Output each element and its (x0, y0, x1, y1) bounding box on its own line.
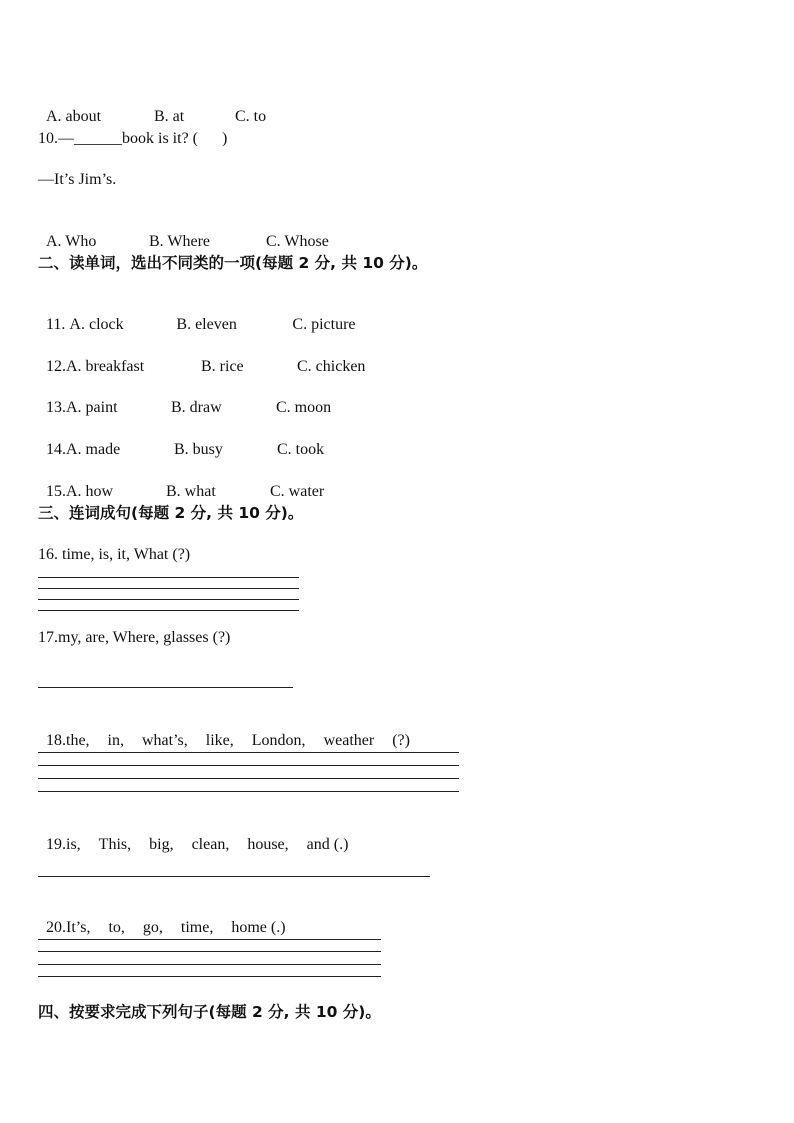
q13-option-c: C. moon (276, 399, 332, 416)
q20-word: to, (108, 919, 125, 936)
q13-option-b: B. draw (171, 399, 222, 416)
q10-answer-line: —It’s Jim’s. (38, 171, 117, 188)
q15-option-c: C. water (270, 483, 325, 500)
q15-option-a: A. how (66, 483, 114, 500)
q10-option-a: A. Who (46, 233, 97, 250)
q19-word: clean, (191, 836, 230, 853)
q18-word: weather (323, 732, 375, 749)
q11-option-b: B. eleven (176, 316, 237, 333)
q13-number: 13. (46, 399, 66, 416)
q13-option-a: A. paint (66, 399, 118, 416)
q20-word: time, (180, 919, 214, 936)
q9-option-c: C. to (235, 108, 267, 125)
q9-option-a: A. about (46, 108, 102, 125)
q9-option-b: B. at (154, 108, 185, 125)
answer-line (38, 976, 381, 977)
q10-option-b: B. Where (149, 233, 211, 250)
section-4-heading: 四、按要求完成下列句子(每题 2 分, 共 10 分)。 (38, 1003, 381, 1021)
q11-option-a: A. clock (69, 316, 124, 333)
answer-line (38, 577, 299, 578)
q14-option-a: A. made (66, 441, 121, 458)
q12 (38, 337, 365, 377)
answer-line (38, 610, 299, 611)
q19-word: 19.is, (46, 836, 81, 853)
q18-word: 18.the, (46, 732, 90, 749)
q14-option-c: C. took (277, 441, 325, 458)
q11-option-c: C. picture (292, 316, 356, 333)
answer-line (38, 765, 459, 766)
q10-option-c: C. Whose (266, 233, 329, 250)
answer-line (38, 752, 459, 753)
q17-prompt: 17.my, are, Where, glasses (?) (38, 629, 231, 646)
q20-word: go, (142, 919, 163, 936)
answer-line (38, 599, 299, 600)
q18-word: what’s, (142, 732, 188, 749)
q19-word: big, (149, 836, 174, 853)
q18-word: London, (251, 732, 306, 749)
answer-line (38, 687, 293, 688)
q12-number: 12. (46, 358, 66, 375)
q20-word: home (.) (231, 919, 286, 936)
q19-word: and (.) (306, 836, 349, 853)
q11 (38, 295, 356, 335)
q13 (38, 378, 331, 418)
section-2-heading: 二、读单词，选出不同类的一项(每题 2 分, 共 10 分)。 (38, 254, 428, 272)
q12-option-c: C. chicken (297, 358, 366, 375)
q18-word: (?) (392, 732, 410, 749)
q20-word: 20.It’s, (46, 919, 91, 936)
q18-prompt (38, 711, 410, 751)
q15 (38, 462, 324, 502)
answer-line (38, 964, 381, 965)
q14-number: 14. (46, 441, 66, 458)
q20-prompt (38, 898, 286, 938)
q14 (38, 420, 324, 460)
answer-line (38, 951, 381, 952)
q11-number: 11. (46, 316, 66, 333)
q18-word: like, (205, 732, 234, 749)
q12-option-a: A. breakfast (66, 358, 145, 375)
answer-line (38, 876, 430, 877)
q19-word: This, (98, 836, 132, 853)
q18-word: in, (107, 732, 124, 749)
q15-number: 15. (46, 483, 66, 500)
answer-line (38, 791, 459, 792)
section-3-heading: 三、连词成句(每题 2 分, 共 10 分)。 (38, 504, 304, 522)
answer-line (38, 588, 299, 589)
q12-option-b: B. rice (201, 358, 244, 375)
q10-options (38, 212, 329, 252)
answer-line (38, 778, 459, 779)
q15-option-b: B. what (166, 483, 216, 500)
q14-option-b: B. busy (174, 441, 223, 458)
q16-prompt: 16. time, is, it, What (?) (38, 546, 191, 563)
q19-prompt (38, 815, 348, 855)
answer-line (38, 939, 381, 940)
q19-word: house, (247, 836, 289, 853)
q10-stem: 10.—______book is it? ( ) (38, 130, 228, 147)
q9-options (38, 87, 266, 127)
